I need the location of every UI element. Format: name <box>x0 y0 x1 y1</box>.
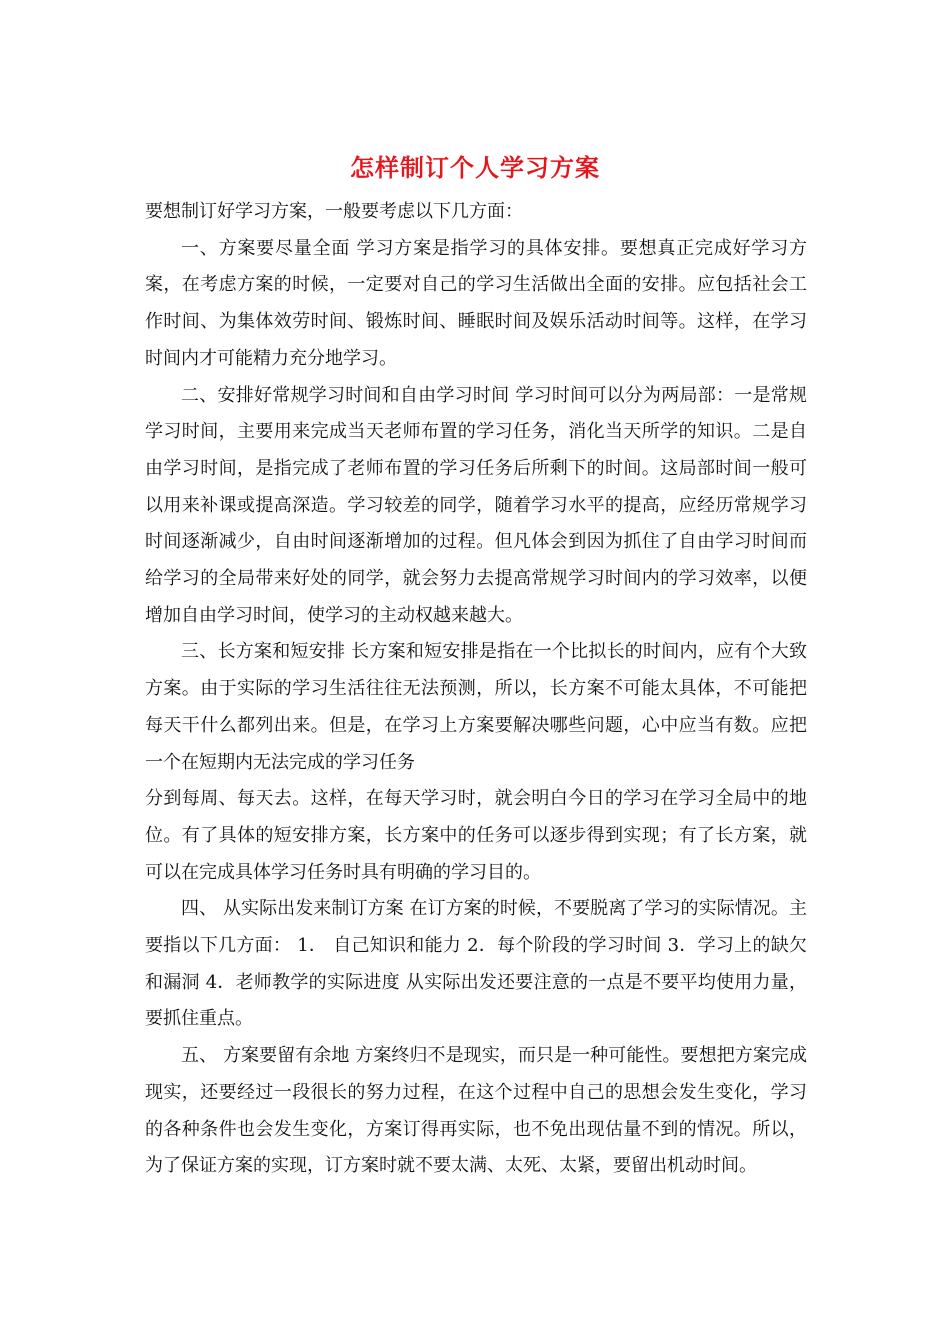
paragraph-1: 一、方案要尽量全面 学习方案是指学习的具体安排。要想真正完成好学习方案，在考虑方案的时候，一定要对自己的学习生活做出全面的安排。应包括社会工作时间、为集体效劳时间、锻炼时间、睡眠时间及娱乐活动时间等。这样，在学习时间内才可能精力充分地学习。 <box>145 237 807 369</box>
paragraph-2: 二、安排好常规学习时间和自由学习时间 学习时间可以分为两局部：一是常规学习时间，主要用来完成当天老师布置的学习任务，消化当天所学的知识。二是自由学习时间，是指完成了老师布置的学习任务后所剩下的时间。这局部时间一般可以用来补课或提高深造。学习较差的同学，随着学习水平的提高，应经历常规学习时间逐渐减少，自由时间逐渐增加的过程。但凡体会到因为抓住了自由学习时间而给学习的全局带来好处的同学，就会努力去提高常规学习时间内的学习效率，以便增加自由学习时间，使学习的主动权越来越大。 <box>145 384 807 626</box>
intro-paragraph: 要想制订好学习方案，一般要考虑以下几方面： <box>145 201 523 222</box>
document-title: 怎样制订个人学习方案 <box>350 153 600 182</box>
paragraph-5: 五、 方案要留有余地 方案终归不是现实，而只是一种可能性。要想把方案完成现实，还要经过一段很长的努力过程，在这个过程中自己的思想会发生变化，学习的各种条件也会发生变化，方案订得再实际，也不免出现估量不到的情况。所以，为了保证方案的实现，订方案时就不要太满、太死、太紧，要留出机动时间。 <box>145 1045 807 1177</box>
document-body <box>145 194 807 1185</box>
paragraph-3: 三、长方案和短安排 长方案和短安排是指在一个比拟长的时间内，应有个大致方案。由于实际的学习生活往往无法预测，所以，长方案不可能太具体，不可能把每天干什么都列出来。但是，在学习上方案要解决哪些问题，心中应当有数。应把一个在短期内无法完成的学习任务 <box>145 641 807 773</box>
paragraph-3-continued: 分到每周、每天去。这样，在每天学习时，就会明白今日的学习在学习全局中的地位。有了具体的短安排方案，长方案中的任务可以逐步得到实现；有了长方案，就可以在完成具体学习任务时具有明确的学习目的。 <box>145 788 807 883</box>
paragraph-4: 四、 从实际出发来制订方案 在订方案的时候，不要脱离了学习的实际情况。主要指以下几方面： 1． 自己知识和能力 2．每个阶段的学习时间 3．学习上的缺欠和漏洞 4．老师教学的实际进度 从实际出发还要注意的一点是不要平均使用力量，要抓住重点。 <box>145 898 807 1030</box>
